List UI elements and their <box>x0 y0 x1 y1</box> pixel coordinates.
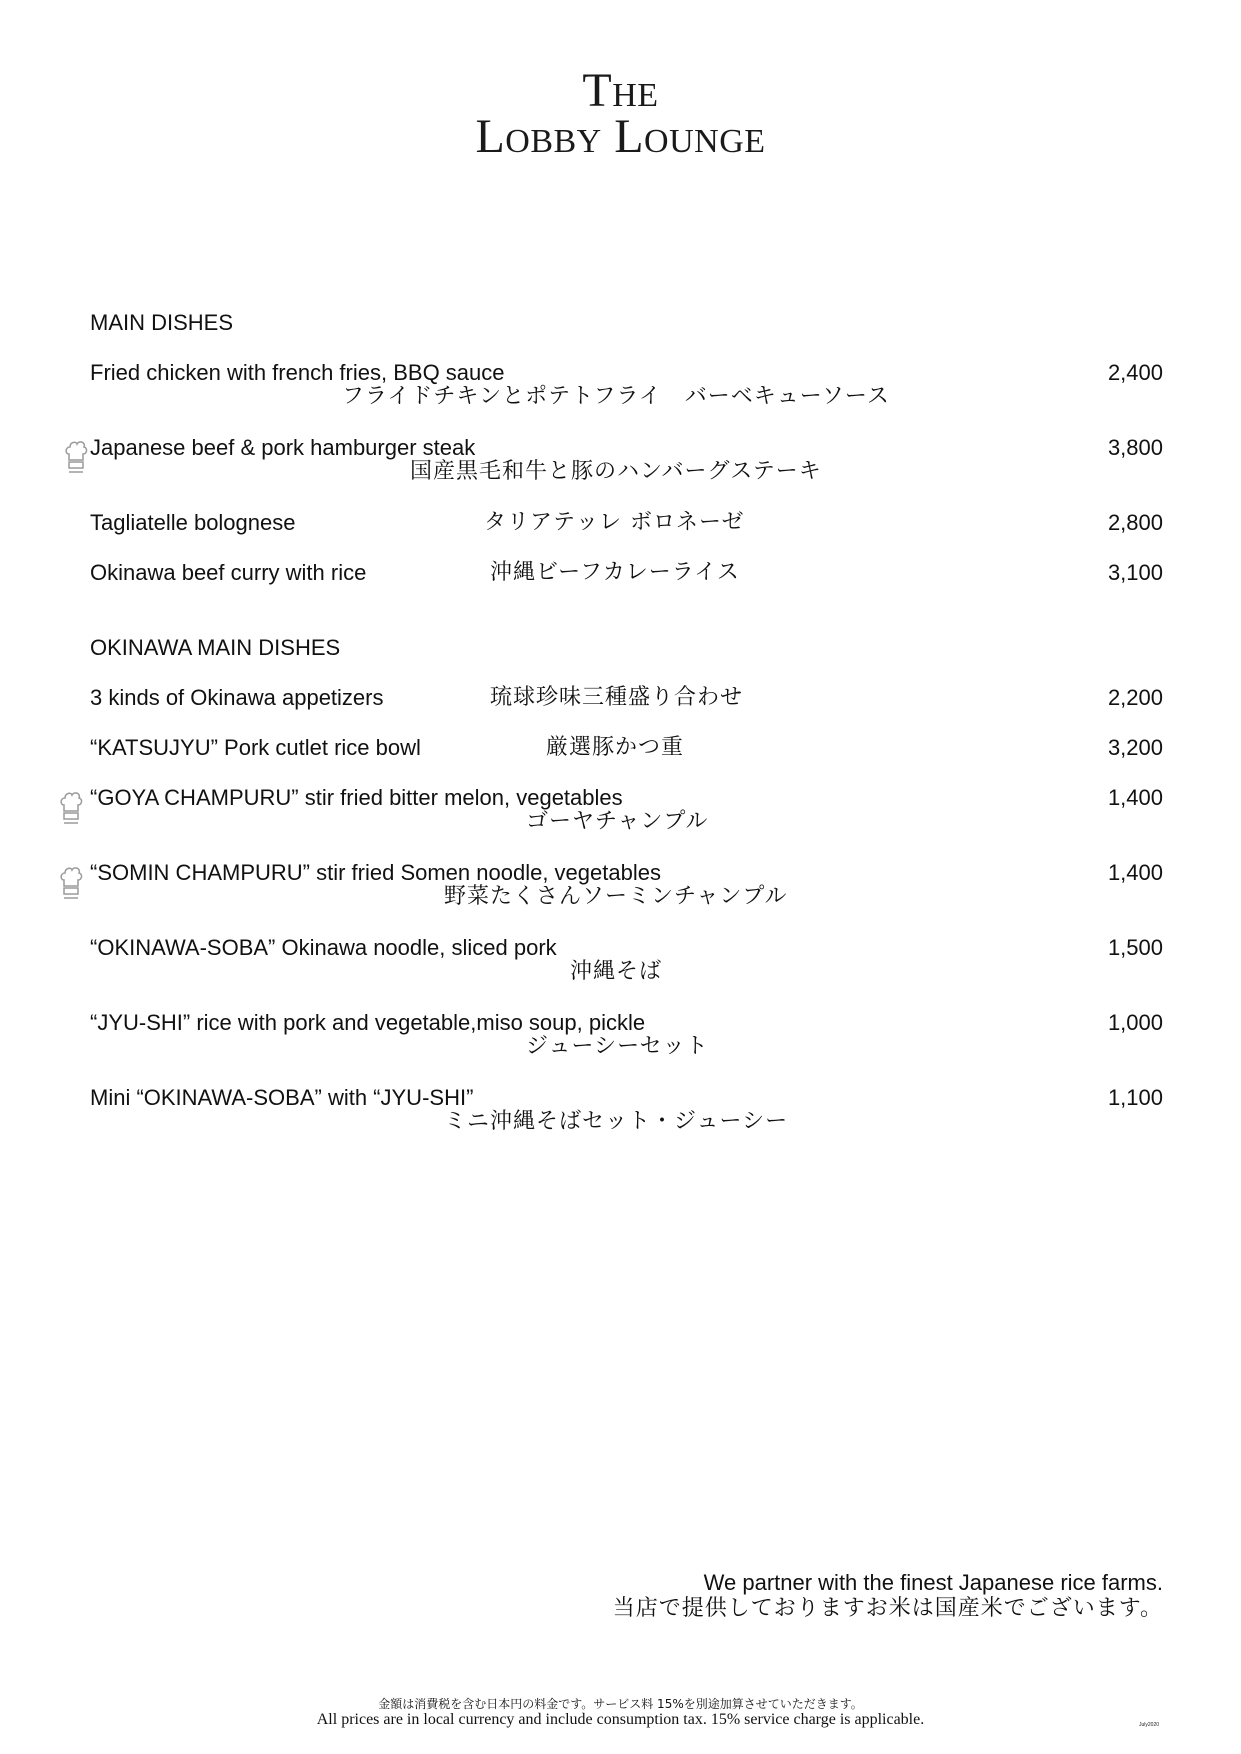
item-price: 3,200 <box>1107 735 1163 760</box>
chef-hat-icon <box>59 789 83 827</box>
item-name-jp: 国産黒毛和牛と豚のハンバーグステーキ <box>410 459 822 484</box>
item-price: 2,400 <box>1107 360 1163 385</box>
footer-code: July2020 <box>1138 1722 1159 1728</box>
item-name-en: “GOYA CHAMPURU” stir fried bitter melon, vegetables <box>90 785 623 810</box>
item-name-en: “SOMIN CHAMPURU” stir fried Somen noodle, vegetables <box>90 860 661 885</box>
item-name-jp: 沖縄そば <box>570 959 663 984</box>
menu-title-line-1: The <box>582 64 659 117</box>
item-name-jp: 厳選豚かつ重 <box>546 735 685 760</box>
item-name-en: “KATSUJYU” Pork cutlet rice bowl <box>90 735 421 760</box>
item-name-en: 3 kinds of Okinawa appetizers <box>90 685 384 710</box>
item-name-en: Mini “OKINAWA-SOBA” with “JYU-SHI” <box>90 1085 474 1110</box>
footer-tax-note-jp: 金額は消費税を含む日本円の料金です。サービス料 15%を別途加算させていただきます。 <box>378 1697 863 1711</box>
item-price: 1,000 <box>1107 1010 1163 1035</box>
item-name-en: Japanese beef & pork hamburger steak <box>90 435 476 460</box>
item-name-jp: 沖縄ビーフカレーライス <box>490 560 740 585</box>
item-name-jp: ジューシーセット <box>526 1034 709 1059</box>
item-name-en: “JYU-SHI” rice with pork and vegetable,miso soup, pickle <box>90 1010 646 1035</box>
rice-note-en: We partner with the finest Japanese rice farms. <box>703 1570 1163 1595</box>
menu-item <box>0 1010 1241 1070</box>
item-price: 1,500 <box>1107 935 1163 960</box>
item-name-en: Tagliatelle bolognese <box>90 510 296 535</box>
menu-item <box>0 860 1241 920</box>
item-name-jp: 野菜たくさんソーミンチャンプル <box>444 884 788 909</box>
item-name-jp: 琉球珍味三種盛り合わせ <box>490 685 744 710</box>
menu-item <box>0 435 1241 495</box>
item-name-en: “OKINAWA-SOBA” Okinawa noodle, sliced pork <box>90 935 557 960</box>
rice-note-jp: 当店で提供しておりますお米は国産米でございます。 <box>612 1596 1163 1621</box>
item-name-jp: タリアテッレ ボロネーゼ <box>484 510 745 535</box>
item-name-en: Fried chicken with french fries, BBQ sauce <box>90 360 505 385</box>
item-price: 3,100 <box>1107 560 1163 585</box>
item-name-jp: ミニ沖縄そばセット・ジューシー <box>444 1109 789 1134</box>
item-price: 1,400 <box>1107 785 1163 810</box>
item-price: 2,200 <box>1107 685 1163 710</box>
menu-item <box>0 1085 1241 1145</box>
menu-item <box>0 360 1241 420</box>
chef-hat-icon <box>64 438 88 476</box>
item-price: 1,100 <box>1107 1085 1163 1110</box>
item-price: 3,800 <box>1107 435 1163 460</box>
item-price: 1,400 <box>1107 860 1163 885</box>
footer-tax-note-en: All prices are in local currency and include consumption tax. 15% service charge is applicable. <box>316 1711 925 1728</box>
menu-item <box>0 785 1241 845</box>
chef-hat-icon <box>59 864 83 902</box>
item-name-jp: ゴーヤチャンプル <box>526 809 709 834</box>
menu-title-line-2: Lobby Lounge <box>475 110 766 163</box>
menu-item <box>0 935 1241 995</box>
menu-item <box>0 560 1241 620</box>
section-heading-main: MAIN DISHES <box>90 310 234 335</box>
section-heading-okinawa: OKINAWA MAIN DISHES <box>90 635 341 660</box>
item-name-jp: フライドチキンとポテトフライ バーベキューソース <box>342 384 890 409</box>
item-price: 2,800 <box>1107 510 1163 535</box>
item-name-en: Okinawa beef curry with rice <box>90 560 367 585</box>
